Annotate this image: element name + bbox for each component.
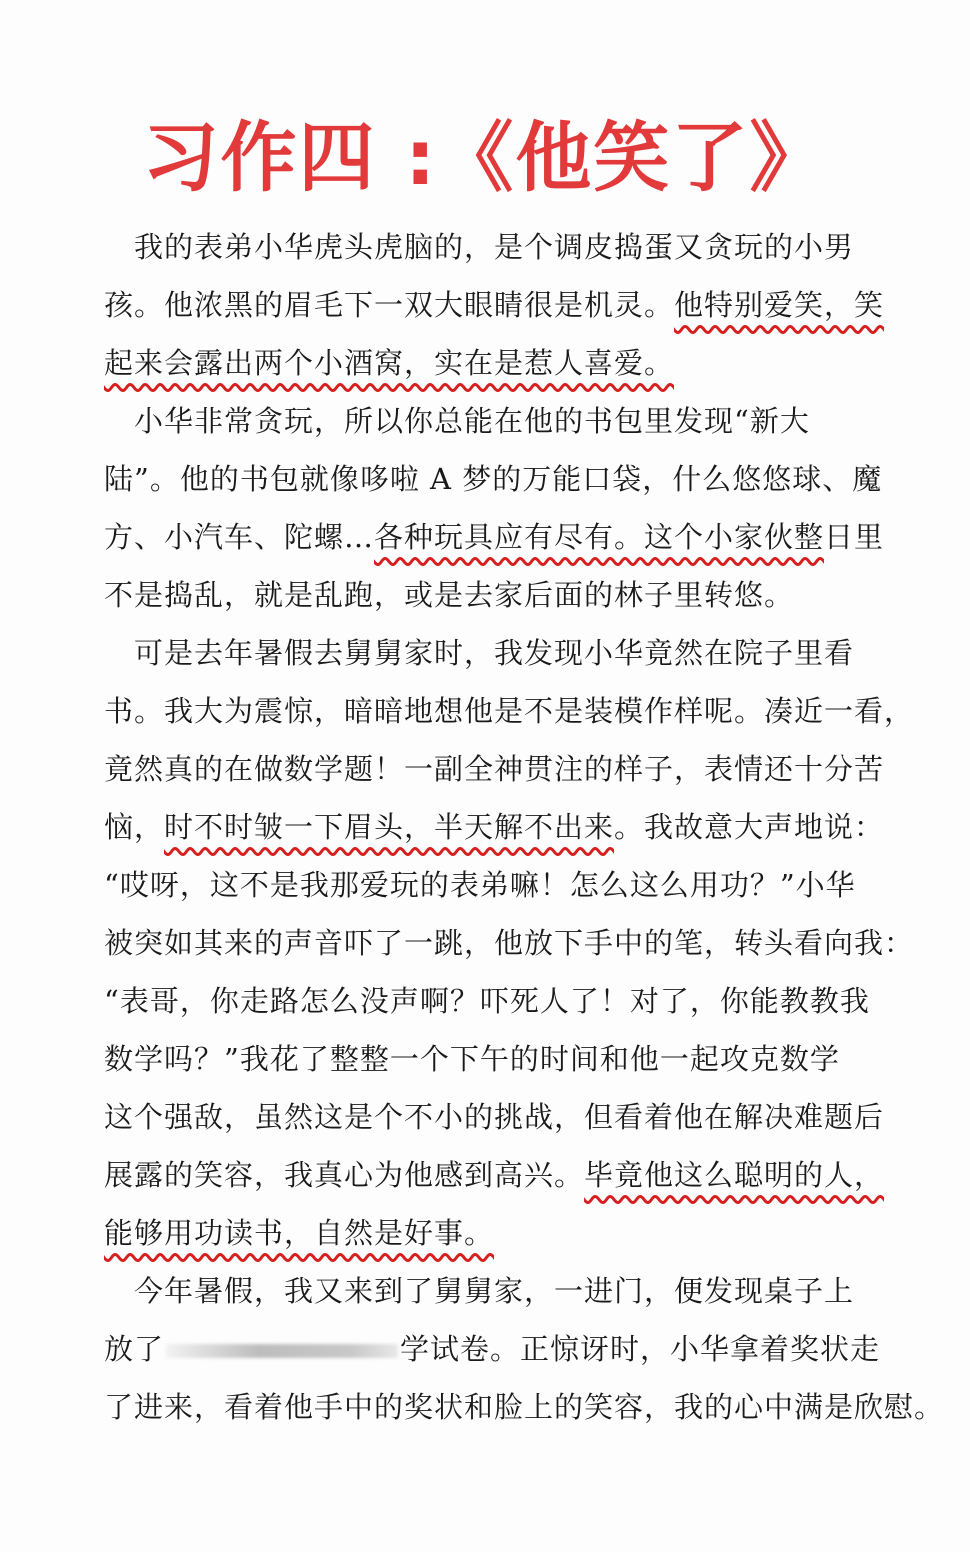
text-segment: 数学吗？”我花了整整一个下午的时间和他一起攻克数学 (104, 1042, 840, 1076)
text-segment: 方、小汽车、陀螺… (104, 520, 375, 554)
text-segment: “表哥，你走路怎么没声啊？吓死人了！对了，你能教教我 (104, 984, 870, 1018)
blurred-redaction (166, 1344, 398, 1358)
text-line (104, 972, 894, 1030)
underlined-highlight: 他特别爱笑，笑 (674, 288, 885, 322)
text-line (104, 1146, 894, 1204)
text-line (104, 682, 915, 740)
text-line (104, 334, 894, 392)
text-segment: 不是捣乱，就是乱跑，或是去家后面的林子里转悠。 (104, 578, 795, 612)
essay-title: 习作四 :《他笑了》 (142, 113, 828, 202)
text-segment: 日里 (824, 520, 885, 554)
underlined-highlight: 各种玩具应有尽有。这个小家伙整 (374, 520, 825, 554)
text-line (104, 1204, 894, 1262)
text-line (104, 508, 894, 566)
text-segment: 被突如其来的声音吓了一跳，他放下手中的笔，转头看向我： (104, 926, 915, 960)
underlined-highlight: 毕竟他这么聪明的人， (584, 1158, 885, 1192)
text-segment: 孩。他浓黑的眉毛下一双大眼睛很是机灵。 (104, 288, 675, 322)
text-segment: 陆”。他的书包就像哆啦 A 梦的万能口袋，什么悠悠球、魔 (104, 462, 883, 496)
text-line (104, 1088, 894, 1146)
text-line (104, 276, 894, 334)
underlined-highlight: 起来会露出两个小酒窝，实在是惹人喜爱。 (104, 346, 675, 380)
text-segment: 放了 (104, 1332, 165, 1366)
text-line (104, 392, 894, 450)
underlined-highlight: 能够用功读书，自然是好事。 (104, 1216, 495, 1250)
text-segment: 竟然真的在做数学题！一副全神贯注的样子，表情还十分苦 (104, 752, 885, 786)
text-segment: 这个强敌，虽然这是个不小的挑战，但看着他在解决难题后 (104, 1100, 885, 1134)
text-segment: 可是去年暑假去舅舅家时，我发现小华竟然在院子里看 (104, 636, 855, 670)
text-segment: 了进来，看着他手中的奖状和脸上的笑容，我的心中满是欣慰。 (104, 1390, 945, 1424)
text-line (104, 1378, 945, 1436)
text-line (104, 740, 894, 798)
text-line (104, 566, 894, 624)
text-line (104, 624, 894, 682)
text-line (104, 218, 894, 276)
text-segment: 小华非常贪玩，所以你总能在他的书包里发现“新大 (104, 404, 810, 438)
text-line (104, 914, 915, 972)
text-segment: 。我故意大声地说： (614, 810, 885, 844)
text-line (104, 450, 894, 508)
text-line (104, 856, 894, 914)
text-segment: 恼， (104, 810, 165, 844)
text-segment: 学试卷。正惊讶时，小华拿着奖状走 (400, 1332, 881, 1366)
text-segment: 展露的笑容，我真心为他感到高兴。 (104, 1158, 585, 1192)
underlined-highlight: 时不时皱一下眉头，半天解不出来 (164, 810, 615, 844)
text-segment: 书。我大为震惊，暗暗地想他是不是装模作样呢。凑近一看， (104, 694, 915, 728)
text-line (104, 1030, 894, 1088)
text-line (104, 1320, 894, 1378)
text-segment: “哎呀，这不是我那爱玩的表弟嘛！怎么这么用功？”小华 (104, 868, 856, 902)
text-line (104, 798, 894, 856)
text-line (104, 1262, 894, 1320)
text-segment: 我的表弟小华虎头虎脑的，是个调皮捣蛋又贪玩的小男 (104, 230, 855, 264)
text-segment: 今年暑假，我又来到了舅舅家，一进门，便发现桌子上 (104, 1274, 855, 1308)
essay-body (104, 218, 945, 1436)
